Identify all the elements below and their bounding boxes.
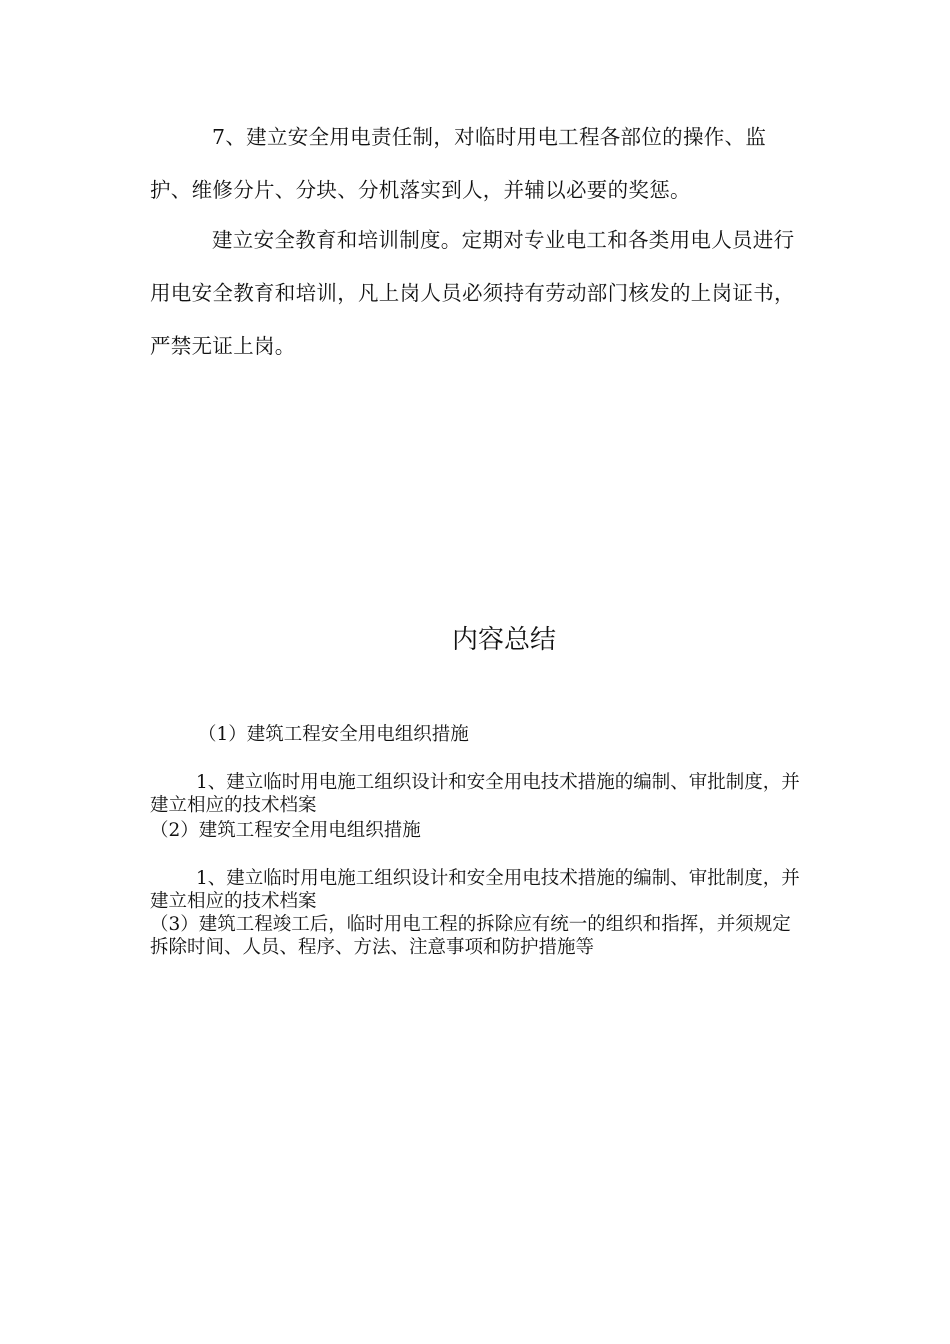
summary-item-1: 1、建立临时用电施工组织设计和安全用电技术措施的编制、审批制度，并建立相应的技术档案 xyxy=(150,772,800,816)
summary-item-2: 1、建立临时用电施工组织设计和安全用电技术措施的编制、审批制度，并建立相应的技术档案 xyxy=(150,868,800,912)
body-paragraph-1: 7、建立安全用电责任制，对临时用电工程各部位的操作、监护、维修分片、分块、分机落实到人，并辅以必要的奖惩。 xyxy=(150,125,767,202)
summary-title: 内容总结 xyxy=(451,625,556,655)
summary-heading-1: （1）建筑工程安全用电组织措施 xyxy=(198,724,469,745)
summary-heading-3: （3）建筑工程竣工后，临时用电工程的拆除应有统一的组织和指挥，并须规定拆除时间、人员、程序、方法、注意事项和防护措施等 xyxy=(150,914,791,958)
summary-heading-2: （2）建筑工程安全用电组织措施 xyxy=(150,820,421,841)
body-paragraph-2: 建立安全教育和培训制度。定期对专业电工和各类用电人员进行用电安全教育和培训，凡上岗人员必须持有劳动部门核发的上岗证书，严禁无证上岗。 xyxy=(150,228,795,358)
